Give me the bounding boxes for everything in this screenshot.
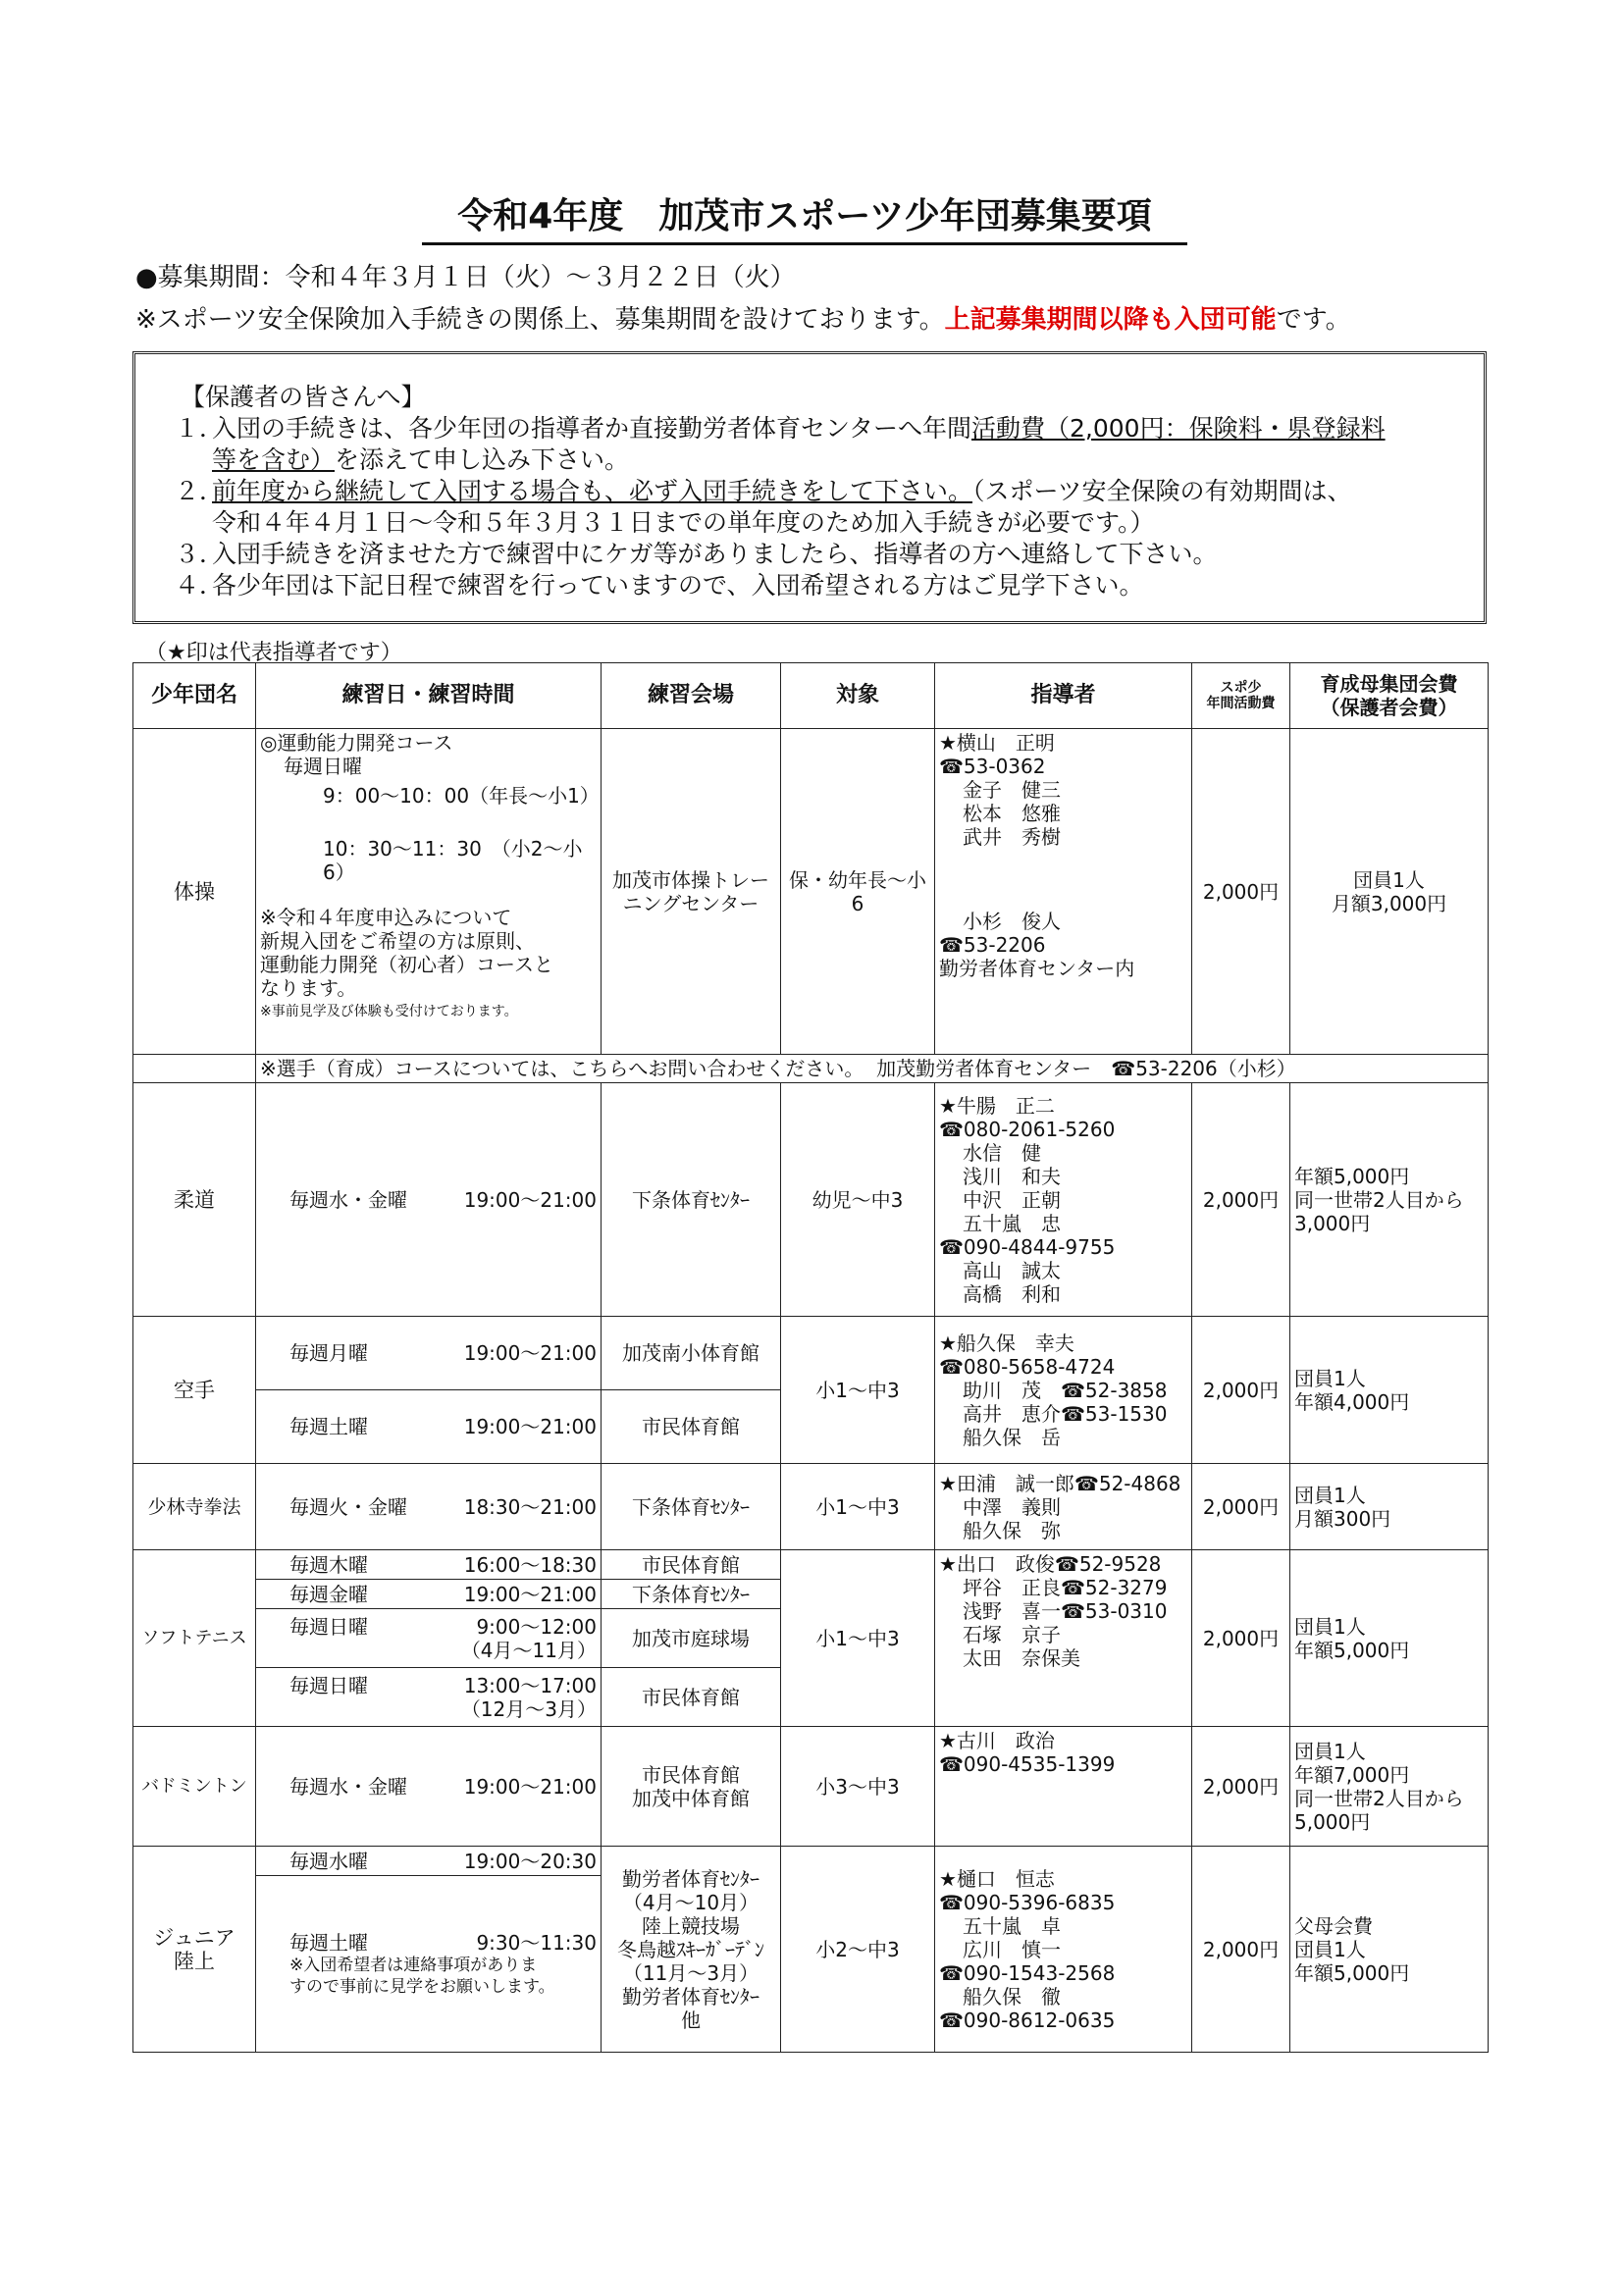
annual-fee: 2,000円: [1192, 1083, 1290, 1317]
practice-day: 毎週金曜: [289, 1582, 368, 1606]
parent-line: 年額5,000円: [1294, 1164, 1410, 1188]
parent-line: 団員1人: [1294, 1739, 1366, 1763]
coach-list: [935, 1550, 1192, 1727]
practice-time: [256, 1580, 602, 1609]
parent-fee: [1290, 1727, 1489, 1847]
venue-line: （4月～10月）: [622, 1890, 759, 1914]
practice-day: 毎週水・金曜: [289, 1187, 407, 1212]
notice-item-4: [175, 570, 1462, 601]
coach-list: [935, 1464, 1192, 1550]
table-row: [133, 1083, 1489, 1317]
practice-time: [256, 1609, 602, 1668]
coach-line: 浅野 喜一☎53-0310: [963, 1599, 1168, 1623]
header-target: 対象: [781, 663, 935, 729]
practice-hours: 13:00～17:00: [463, 1673, 597, 1697]
parent-line: 5,000円: [1294, 1809, 1371, 1834]
annual-fee: 2,000円: [1192, 729, 1290, 1055]
header-team: 少年団名: [133, 663, 256, 729]
item-underlined: 前年度から継続して入団する場合も、必ず入団手続きをして下さい。: [212, 477, 973, 505]
parent-line: 年額4,000円: [1294, 1389, 1410, 1414]
coach-line: 松本 悠雅: [963, 802, 1061, 825]
coach-line: ☎090-5396-6835: [939, 1890, 1116, 1914]
team-name: 体操: [133, 729, 256, 1055]
annual-fee: 2,000円: [1192, 1550, 1290, 1727]
item-number: １．: [175, 414, 225, 443]
venue: 市民体育館: [602, 1390, 781, 1464]
notice-item-3: [175, 539, 1462, 570]
parent-line: 父母会費: [1294, 1913, 1373, 1938]
parent-line: 同一世帯2人目から: [1294, 1187, 1464, 1212]
track-note: ※入団希望者は連絡事項がありま: [289, 1955, 538, 1975]
box-heading: 【保護者の皆さんへ】: [181, 383, 426, 411]
practice-day: 毎週日曜: [289, 1614, 368, 1639]
legend-note: （★印は代表指導者です）: [145, 641, 402, 665]
practice-hours: 19:00～20:30: [463, 1849, 597, 1873]
header-parent-fee: [1290, 663, 1489, 729]
parent-line: 3,000円: [1294, 1211, 1371, 1235]
venue: 下条体育ｾﾝﾀｰ: [602, 1580, 781, 1609]
coach-line: 金子 健三: [963, 778, 1061, 802]
practice-hours: 19:00～21:00: [463, 1415, 597, 1438]
practice-hours: 19:00～21:00: [463, 1341, 597, 1365]
header-fee-b: 年間活動費: [1206, 696, 1276, 711]
notice-item-1-cont: [175, 444, 1462, 476]
practice-hours: 16:00～18:30: [463, 1552, 597, 1577]
header-fee: [1192, 663, 1290, 729]
target: 小3～中3: [781, 1727, 935, 1847]
venue-line: 加茂中体育館: [632, 1786, 750, 1810]
practice-hours: 19:00～21:00: [463, 1774, 597, 1799]
target: 小1～中3: [781, 1550, 935, 1727]
course-line: 9：00～10：00（年長～小1）: [323, 784, 600, 808]
practice-time: [256, 1876, 602, 2053]
practice-time: [256, 1464, 602, 1550]
coach-line: 広川 慎一: [963, 1937, 1061, 1961]
parent-line: 団員1人: [1294, 1366, 1366, 1390]
parent-line: 団員1人: [1294, 1483, 1366, 1507]
parent-line: 年額7,000円: [1294, 1762, 1410, 1787]
header-venue: 練習会場: [602, 663, 781, 729]
course-line: 毎週日曜: [284, 755, 362, 778]
team-name: 少林寺拳法: [133, 1464, 256, 1550]
team-name: 空手: [133, 1317, 256, 1464]
venue-line: 勤労者体育ｾﾝﾀｰ: [622, 1866, 759, 1891]
course-line: 運動能力開発（初心者）コースと: [260, 953, 553, 976]
item-text: 各少年団は下記日程で練習を行っていますので、入団希望される方はご見学下さい。: [212, 571, 1144, 600]
coach-line: ☎080-2061-5260: [939, 1117, 1116, 1141]
header-coach: 指導者: [935, 663, 1192, 729]
practice-day: 毎週火・金曜: [289, 1494, 407, 1519]
practice-day: 毎週日曜: [289, 1673, 368, 1697]
parent-line: 年額5,000円: [1294, 1960, 1410, 1985]
table-header-row: [133, 663, 1489, 729]
team-table: [132, 662, 1489, 2053]
coach-line: ☎53-0362: [939, 755, 1046, 778]
practice-time: [256, 1727, 602, 1847]
course-note: [256, 1055, 1489, 1083]
item-number: ２．: [175, 477, 225, 505]
venue: 加茂南小体育館: [602, 1317, 781, 1390]
venue: 加茂市体操トレーニングセンター: [602, 729, 781, 1055]
item-number: ３．: [175, 540, 225, 568]
course-line: ※令和４年度申込みについて: [260, 906, 512, 929]
coach-line: 高山 誠太: [963, 1258, 1061, 1282]
coach-line: 水信 健: [963, 1140, 1041, 1165]
parent-fee: [1290, 1550, 1489, 1727]
parent-fee: [1290, 1083, 1489, 1317]
coach-line: ☎090-4844-9755: [939, 1234, 1116, 1259]
venue: [602, 1847, 781, 2053]
notice-highlight: 上記募集期間以降も入団可能: [944, 305, 1277, 335]
annual-fee: 2,000円: [1192, 1847, 1290, 2053]
parent-line: 団員1人: [1294, 1614, 1366, 1639]
parent-line: 同一世帯2人目から: [1294, 1786, 1464, 1810]
practice-day: 毎週水・金曜: [289, 1774, 407, 1799]
table-row: [133, 729, 1489, 1055]
practice-day: 毎週土曜: [289, 1415, 368, 1438]
venue-line: 他: [681, 2008, 701, 2032]
coach-line: 高橋 利和: [963, 1281, 1061, 1306]
page-title: 令和4年度 加茂市スポーツ少年団募集要項: [422, 188, 1187, 245]
parent-fee: [1290, 1847, 1489, 2053]
coach-line: ★出口 政俊☎52-9528: [939, 1552, 1162, 1576]
practice-time: [256, 1668, 602, 1727]
item-text: 入団の手続きは、各少年団の指導者か直接勤労者体育センターへ年間: [212, 414, 972, 443]
course-line: なります。: [260, 976, 357, 1000]
recruitment-period: ●募集期間：令和４年３月１日（火）～３月２２日（火）: [135, 263, 796, 292]
course-line: ※事前見学及び体験も受付けております。: [260, 1004, 518, 1019]
parent-line: 年額5,000円: [1294, 1638, 1410, 1662]
item-text: 入団手続きを済ませた方で練習中にケガ等がありましたら、指導者の方へ連絡して下さい。: [212, 540, 1218, 568]
target: 保・幼年長～小6: [781, 729, 935, 1055]
notice-item-2: [175, 476, 1462, 507]
annual-fee: 2,000円: [1192, 1464, 1290, 1550]
parent-line: 月額3,000円: [1331, 891, 1447, 915]
coach-line: 中沢 正朝: [963, 1187, 1061, 1212]
practice-hours: 19:00～21:00: [463, 1582, 597, 1606]
table-row: [133, 1550, 1489, 1580]
team-name: 柔道: [133, 1083, 256, 1317]
coach-line: 太田 奈保美: [963, 1646, 1080, 1670]
note-text: ※選手（育成）コースについては、こちらへお問い合わせください。: [260, 1057, 864, 1080]
coach-line: 船久保 岳: [963, 1425, 1061, 1449]
coach-line: ★船久保 幸夫: [939, 1331, 1074, 1355]
table-row: [133, 1317, 1489, 1390]
practice-day: 毎週木曜: [289, 1552, 368, 1577]
coach-line: ★田浦 誠一郎☎52-4868: [939, 1471, 1181, 1495]
coach-list: [935, 1727, 1192, 1847]
coach-line: ☎080-5658-4724: [939, 1354, 1116, 1379]
coach-line: ★牛腸 正二: [939, 1093, 1055, 1118]
coach-line: 船久保 弥: [963, 1518, 1061, 1542]
coach-line: 船久保 徹: [963, 1984, 1061, 2009]
annual-fee: 2,000円: [1192, 1727, 1290, 1847]
venue-line: 勤労者体育ｾﾝﾀｰ: [622, 1984, 759, 2009]
course-line: 新規入団をご希望の方は原則、: [260, 929, 535, 953]
practice-hours: 9:00～12:00: [476, 1614, 597, 1639]
item-underlined: 等を含む）: [212, 445, 336, 474]
coach-list: [935, 729, 1192, 1055]
coach-list: [935, 1083, 1192, 1317]
coach-line: ☎090-4535-1399: [939, 1752, 1116, 1776]
insurance-notice: [135, 299, 1351, 336]
venue: 下条体育ｾﾝﾀｰ: [602, 1083, 781, 1317]
course-line: ◎運動能力開発コース: [260, 731, 453, 755]
team-name: バドミントン: [133, 1727, 256, 1847]
practice-hours: 9:30～11:30: [476, 1930, 597, 1955]
team-name-line: 陸上: [174, 1949, 215, 1973]
course-line: 10：30～11：30 （小2～小6）: [323, 837, 583, 884]
coach-line: ☎53-2206: [939, 933, 1046, 957]
table-row: [133, 1727, 1489, 1847]
coach-line: 助川 茂 ☎52-3858: [963, 1378, 1168, 1402]
practice-season: （4月～11月）: [460, 1638, 597, 1662]
empty-cell: [133, 1055, 256, 1083]
coach-line: 浅川 和夫: [963, 1164, 1061, 1188]
venue: 市民体育館: [602, 1550, 781, 1580]
target: 小1～中3: [781, 1317, 935, 1464]
track-note: すので事前に見学をお願いします。: [289, 1976, 555, 1997]
coach-line: ☎090-8612-0635: [939, 2008, 1116, 2032]
notice-item-2-cont: 令和４年４月１日～令和５年３月３１日までの単年度のため加入手続きが必要です。）: [212, 508, 1155, 537]
practice-time: [256, 1317, 602, 1390]
venue: 加茂市庭球場: [602, 1609, 781, 1668]
coach-line: 五十嵐 忠: [963, 1211, 1061, 1235]
coach-line: 五十嵐 卓: [963, 1913, 1061, 1938]
coach-line: ★古川 政治: [939, 1729, 1055, 1752]
coach-line: 石塚 京子: [963, 1623, 1061, 1646]
item-number: ４．: [175, 571, 225, 600]
coach-line: ☎090-1543-2568: [939, 1960, 1116, 1985]
notice-text: ※スポーツ安全保険加入手続きの関係上、募集期間を設けております。: [135, 305, 945, 335]
practice-day: 毎週土曜: [289, 1930, 368, 1955]
item-text: を添えて申し込み下さい。: [335, 445, 630, 474]
item-text: （スポーツ安全保険の有効期間は、: [972, 477, 1352, 505]
parent-line: 団員1人: [1353, 867, 1425, 892]
team-name: ソフトテニス: [133, 1550, 256, 1727]
coach-line: ★樋口 恒志: [939, 1866, 1055, 1891]
header-parent-b: （保護者会費）: [1320, 696, 1458, 719]
venue-line: 陸上競技場: [642, 1913, 740, 1938]
coach-line: 勤労者体育センター内: [939, 957, 1135, 980]
coach-list: [935, 1317, 1192, 1464]
table-row: [133, 1847, 1489, 1876]
practice-hours: 18:30～21:00: [463, 1494, 597, 1519]
annual-fee: 2,000円: [1192, 1317, 1290, 1464]
practice-time: [256, 1390, 602, 1464]
note-contact: 加茂勤労者体育センター ☎53-2206（小杉）: [876, 1057, 1296, 1080]
venue-line: 市民体育館: [642, 1762, 740, 1787]
target: 小2～中3: [781, 1847, 935, 2053]
practice-hours: 19:00～21:00: [463, 1187, 597, 1212]
venue: [602, 1727, 781, 1847]
coach-line: 中澤 義則: [963, 1494, 1061, 1519]
target: 幼児～中3: [781, 1083, 935, 1317]
parent-fee: [1290, 1464, 1489, 1550]
practice-time: [256, 1083, 602, 1317]
team-name-line: ジュニア: [153, 1925, 236, 1950]
coach-line: 武井 秀樹: [963, 825, 1061, 849]
parent-fee: [1290, 729, 1489, 1055]
guardian-notice-box: [132, 351, 1487, 624]
venue: 市民体育館: [602, 1668, 781, 1727]
practice-time: [256, 1550, 602, 1580]
venue-line: 冬鳥越ｽｷｰｶﾞｰﾃﾞﾝ: [617, 1937, 764, 1961]
notice-suffix: です。: [1276, 305, 1351, 335]
coach-line: 小杉 俊人: [963, 910, 1061, 933]
practice-season: （12月～3月）: [460, 1696, 597, 1721]
parent-fee: [1290, 1317, 1489, 1464]
coach-line: 坪谷 正良☎52-3279: [963, 1576, 1168, 1599]
practice-day: 毎週水曜: [289, 1849, 368, 1873]
header-time: 練習日・練習時間: [256, 663, 602, 729]
parent-line: 月額300円: [1294, 1506, 1391, 1531]
team-name: [133, 1847, 256, 2053]
header-parent-a: 育成母集団会費: [1320, 672, 1458, 696]
venue: 下条体育ｾﾝﾀｰ: [602, 1464, 781, 1550]
notice-item-1: [175, 413, 1462, 444]
table-row: [133, 1464, 1489, 1550]
parent-line: 団員1人: [1294, 1937, 1366, 1961]
target: 小1～中3: [781, 1464, 935, 1550]
venue-line: （11月～3月）: [622, 1960, 759, 1985]
practice-day: 毎週月曜: [289, 1341, 368, 1365]
table-row-note: [133, 1055, 1489, 1083]
item-underlined: 活動費（2,000円：保険料・県登録料: [971, 414, 1386, 443]
coach-line: 高井 恵介☎53-1530: [963, 1401, 1168, 1426]
practice-time: [256, 1847, 602, 1876]
coach-line: ★横山 正明: [939, 731, 1055, 755]
coach-list: [935, 1847, 1192, 2053]
practice-time: [256, 729, 602, 1055]
header-fee-a: スポ少: [1220, 680, 1262, 696]
